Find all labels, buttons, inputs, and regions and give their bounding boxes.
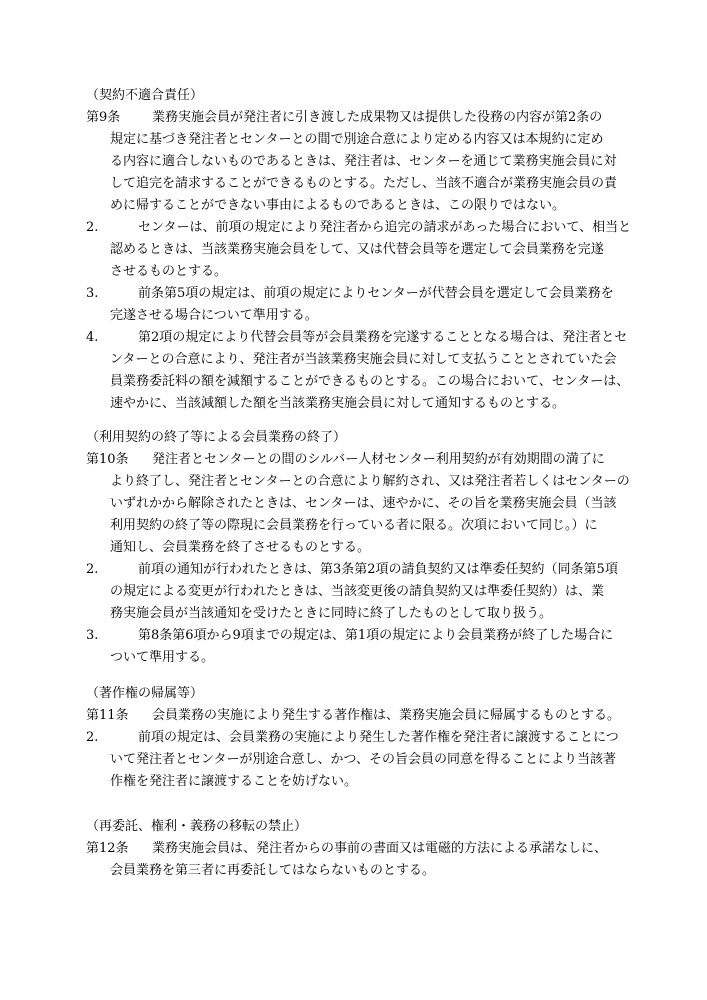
text-line: の規定による変更が行われたときは、当該変更後の請負契約又は準委任契約）は、業 bbox=[110, 584, 605, 599]
text-line: 完遂させる場合について準用する。 bbox=[110, 308, 318, 323]
paragraph-2 bbox=[86, 559, 646, 625]
text-line: 利用契約の終了等の際現に会員業務を行っている者に限る。次項において同じ。）に bbox=[110, 518, 598, 533]
text-line: 務実施会員が当該通知を受けたときに同時に終了したものとして取り扱う。 bbox=[110, 606, 553, 621]
section-heading: （著作権の帰属等） bbox=[86, 686, 204, 701]
paragraph-label: 2. bbox=[86, 562, 99, 577]
article-9 bbox=[86, 107, 646, 217]
article-label: 第9条 bbox=[86, 110, 121, 125]
article-label: 第11条 bbox=[86, 708, 129, 723]
paragraph-label: 2. bbox=[86, 730, 99, 745]
paragraph-label: 4. bbox=[86, 330, 99, 345]
article-label: 第12条 bbox=[86, 841, 129, 856]
text-line: 前条第5項の規定は、前項の規定によりセンターが代替会員を選定して会員業務を bbox=[138, 286, 614, 301]
section-copyright bbox=[86, 683, 646, 793]
article-11 bbox=[86, 705, 646, 727]
text-line: 発注者とセンターとの間のシルバー人材センター利用契約が有効期間の満了に bbox=[152, 452, 605, 467]
text-line: めに帰することができない事由によるものであるときは、この限りではない。 bbox=[110, 198, 566, 213]
section-subcontracting-prohibition bbox=[86, 816, 646, 882]
text-line: ついて準用する。 bbox=[110, 650, 215, 665]
text-line: 規定に基づき発注者とセンターとの間で別途合意により定める内容又は本規約に定め bbox=[110, 132, 604, 147]
paragraph-3 bbox=[86, 283, 646, 327]
text-line: 前項の規定は、会員業務の実施により発生した著作権を発注者に譲渡することにつ bbox=[138, 730, 619, 745]
section-contract-nonconformity bbox=[86, 85, 646, 415]
text-line: させるものとする。 bbox=[110, 264, 228, 279]
section-heading: （再委託、権利・義務の移転の禁止） bbox=[86, 819, 308, 834]
paragraph-label: 3. bbox=[86, 628, 99, 643]
text-line: 前項の通知が行われたときは、第3条第2項の請負契約又は準委任契約（同条第5項 bbox=[138, 562, 618, 577]
text-line: ンターとの合意により、発注者が当該業務実施会員に対して支払うこととされていた会 bbox=[110, 352, 617, 367]
text-line: 通知し、会員業務を終了させるものとする。 bbox=[110, 540, 371, 555]
section-contract-termination bbox=[86, 427, 646, 669]
text-line: 速やかに、当該減額した額を当該業務実施会員に対して通知するものとする。 bbox=[110, 396, 566, 411]
text-line: 業務実施会員は、発注者からの事前の書面又は電磁的方法による承諾なしに、 bbox=[152, 841, 608, 856]
paragraph-2 bbox=[86, 217, 646, 283]
section-heading: （利用契約の終了等による会員業務の終了） bbox=[86, 430, 347, 445]
text-line: 会員業務を第三者に再委託してはならないものとする。 bbox=[110, 863, 436, 878]
text-line: 会員業務の実施により発生する著作権は、業務実施会員に帰属するものとする。 bbox=[152, 708, 621, 723]
paragraph-4 bbox=[86, 327, 646, 415]
text-line: 認めるときは、当該業務実施会員をして、又は代替会員等を選定して会員業務を完遂 bbox=[110, 242, 604, 257]
text-line: 業務実施会員が発注者に引き渡した成果物又は提供した役務の内容が第2条の bbox=[152, 110, 603, 125]
article-12 bbox=[86, 838, 646, 882]
text-line: 作権を発注者に譲渡することを妨げない。 bbox=[110, 774, 358, 789]
text-line: いずれかから解除されたときは、センターは、速やかに、その旨を業務実施会員（当該 bbox=[110, 496, 617, 511]
text-line: 第8条第6項から9項までの規定は、第1項の規定により会員業務が終了した場合に bbox=[138, 628, 614, 643]
text-line: 員業務委託料の額を減額することができるものとする。この場合において、センターは、 bbox=[110, 374, 630, 389]
article-10 bbox=[86, 449, 646, 559]
text-line: センターは、前項の規定により発注者から追完の請求があった場合において、相当と bbox=[138, 220, 632, 235]
text-line: より終了し、発注者とセンターとの合意により解約され、又は発注者若しくはセンターの bbox=[110, 474, 630, 489]
text-line: る内容に適合しないものであるときは、発注者は、センターを通じて業務実施会員に対 bbox=[110, 154, 617, 169]
paragraph-label: 3. bbox=[86, 286, 99, 301]
section-heading: （契約不適合責任） bbox=[86, 88, 204, 103]
paragraph-2 bbox=[86, 727, 646, 793]
text-line: 第2項の規定により代替会員等が会員業務を完遂することとなる場合は、発注者とセ bbox=[138, 330, 628, 345]
article-label: 第10条 bbox=[86, 452, 129, 467]
paragraph-3 bbox=[86, 625, 646, 669]
text-line: いて発注者とセンターが別途合意し、かつ、その旨会員の同意を得ることにより当該著 bbox=[110, 752, 616, 767]
paragraph-label: 2. bbox=[86, 220, 99, 235]
text-line: して追完を請求することができるものとする。ただし、当該不適合が業務実施会員の責 bbox=[110, 176, 618, 191]
